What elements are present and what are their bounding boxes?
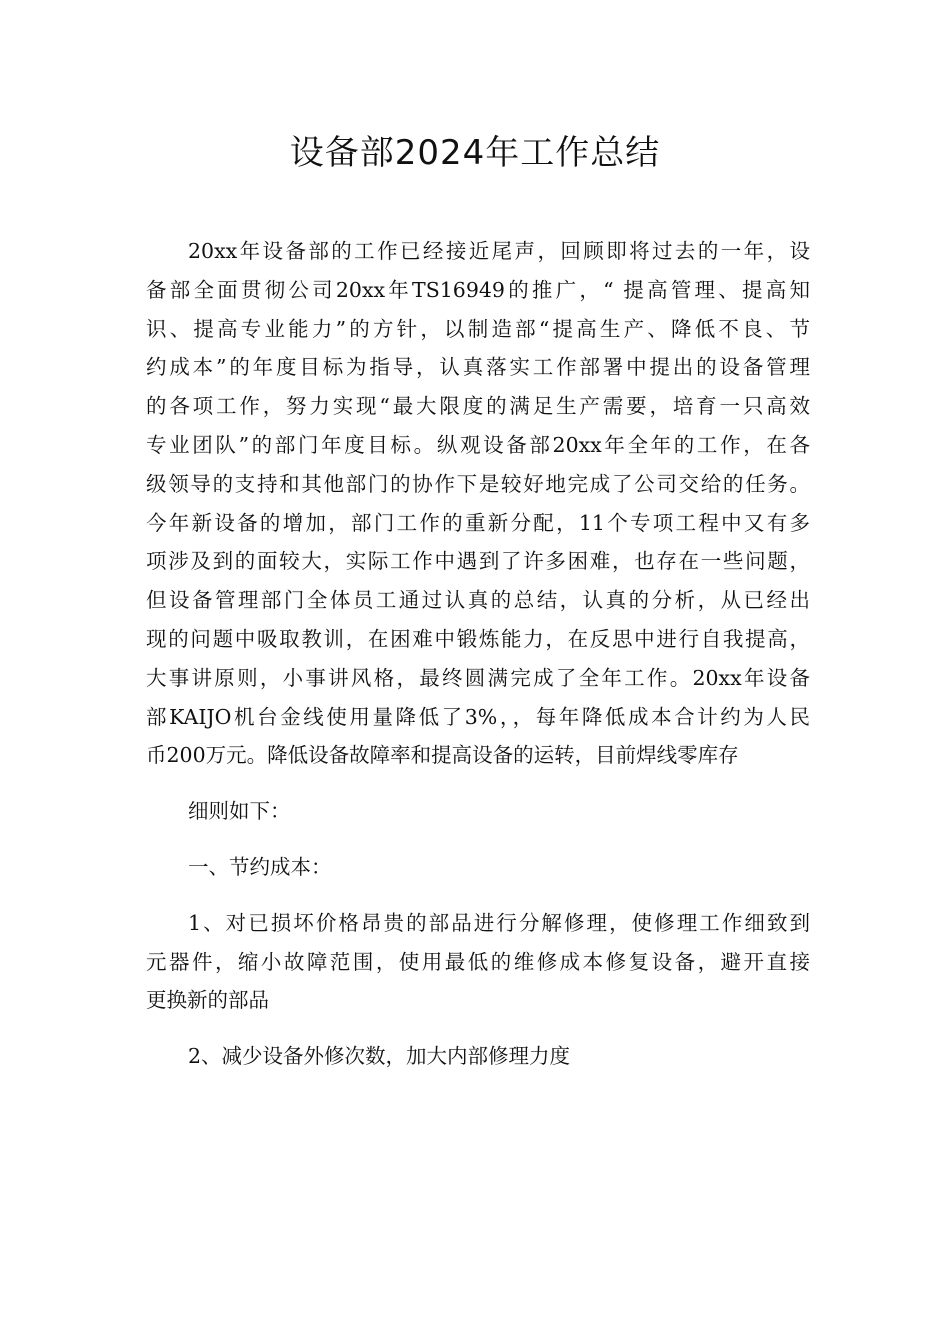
text-line: 细则如下：	[188, 799, 291, 824]
text-line: 约成本”的年度目标为指导，认真落实工作部署中提出的设备管理	[146, 355, 810, 380]
text-line: 一、节约成本：	[188, 854, 332, 879]
text-line: 元器件，缩小故障范围，使用最低的维修成本修复设备，避开直接	[146, 949, 810, 974]
text-line: 更换新的部品	[146, 988, 269, 1013]
text-line: 现的问题中吸取教训，在困难中锻炼能力，在反思中进行自我提高，	[146, 626, 810, 651]
text-line: 部KAIJO机台金线使用量降低了3%，，每年降低成本合计约为人民	[146, 704, 810, 729]
list-item	[146, 904, 810, 1020]
paragraph-intro	[146, 232, 810, 775]
document-title: 设备部2024年工作总结	[289, 133, 661, 173]
text-line: 级领导的支持和其他部门的协作下是较好地完成了公司交给的任务。	[146, 471, 810, 496]
text-line: 币200万元。降低设备故障率和提高设备的运转，目前焊线零库存	[146, 743, 739, 768]
text-line: 的各项工作，努力实现“最大限度的满足生产需要，培育一只高效	[146, 394, 810, 419]
text-line: 1、对已损坏价格昂贵的部品进行分解修理，使修理工作细致到	[188, 910, 810, 935]
document-body	[146, 232, 810, 1076]
text-line: 今年新设备的增加，部门工作的重新分配，11个专项工程中又有多	[146, 510, 810, 535]
text-line: 2、减少设备外修次数，加大内部修理力度	[188, 1044, 571, 1069]
text-line: 专业团队”的部门年度目标。纵观设备部20xx年全年的工作，在各	[146, 432, 810, 457]
text-line: 备部全面贯彻公司20xx年TS16949的推广，“ 提高管理、提高知	[146, 277, 810, 302]
text-line: 项涉及到的面较大，实际工作中遇到了许多困难，也存在一些问题，	[146, 549, 810, 574]
text-line: 识、提高专业能力”的方针，以制造部“提高生产、降低不良、节	[146, 316, 810, 341]
section-heading-cost-saving	[146, 848, 810, 887]
text-line: 但设备管理部门全体员工通过认真的总结，认真的分析，从已经出	[146, 588, 810, 613]
text-line: 20xx年设备部的工作已经接近尾声，回顾即将过去的一年，设	[188, 239, 810, 263]
paragraph-details-intro	[146, 792, 810, 831]
text-line: 大事讲原则，小事讲风格，最终圆满完成了全年工作。20xx年设备	[146, 665, 810, 690]
list-item	[146, 1037, 810, 1076]
